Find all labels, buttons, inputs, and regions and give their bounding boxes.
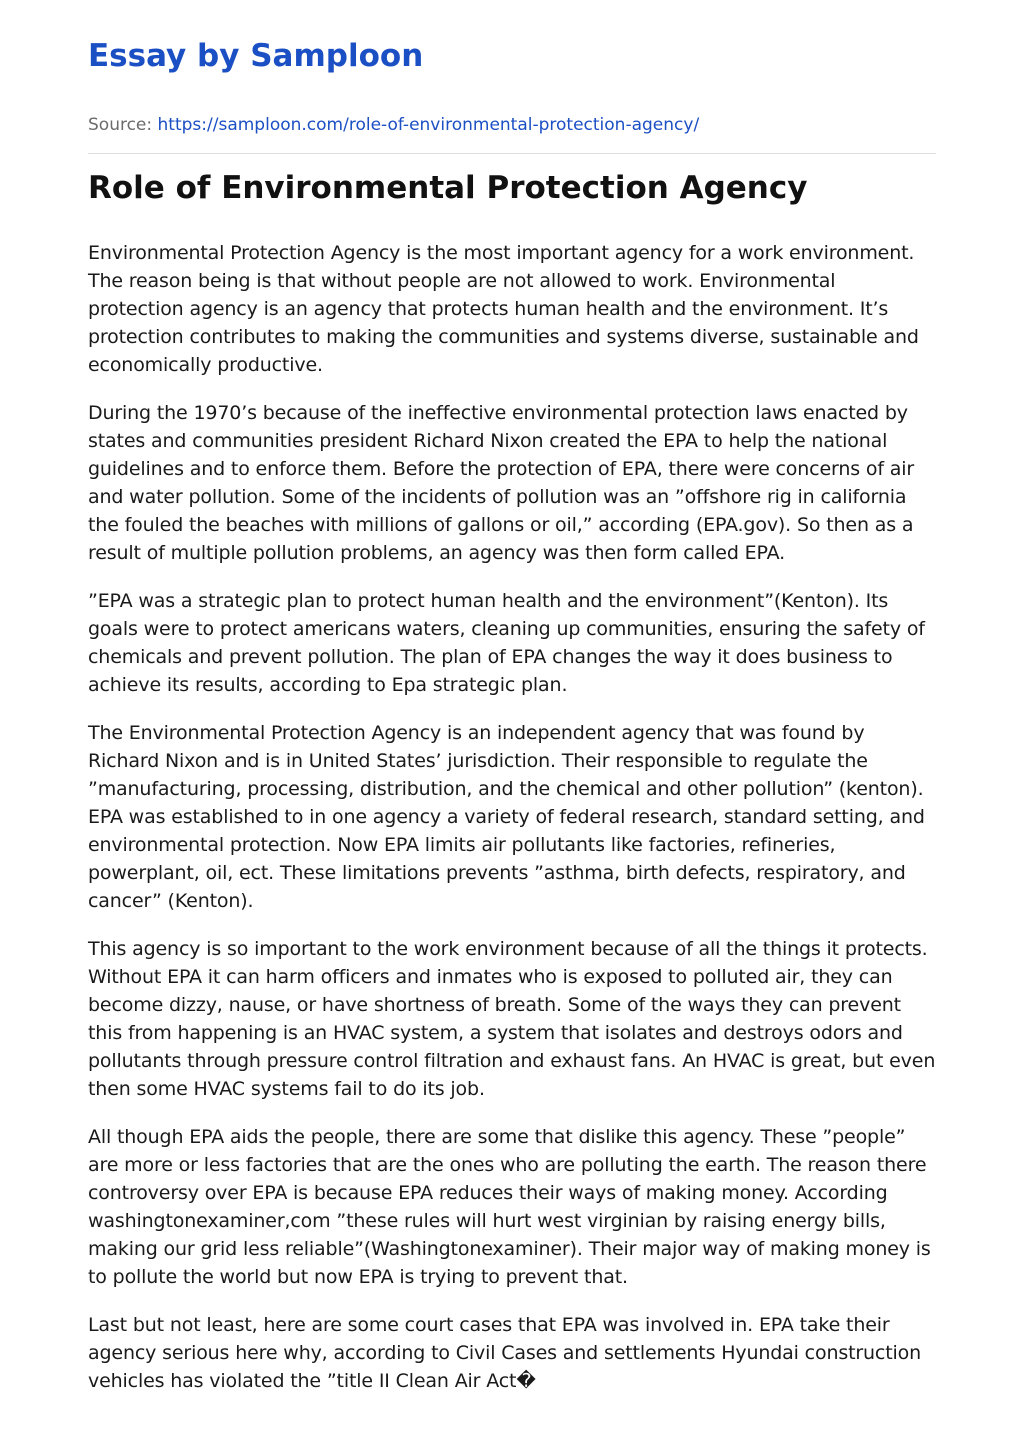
paragraph: This agency is so important to the work environment because of all the things it protects. Without EPA it can harm officers and inmates who is exposed to polluted air, they can become dizzy, nause, or have shortness of breath. Some of the ways they can prevent this from happening is an HVAC system, a system that isolates and destroys odors and pollutants through pressure control filtration and exhaust fans. An HVAC is great, but even then some HVAC systems fail to do its job. bbox=[88, 938, 936, 1100]
header-divider bbox=[88, 153, 936, 154]
paragraph: ”EPA was a strategic plan to protect human health and the environment”(Kenton). Its goals were to protect americans waters, cleaning up communities, ensuring the safety of chemicals and prevent pollution. The plan of EPA changes the way it does business to achieve its results, according to Epa strategic plan. bbox=[88, 590, 925, 696]
document-page bbox=[88, 0, 936, 1415]
paragraph: Environmental Protection Agency is the most important agency for a work environment. The reason being is that without people are not allowed to work. Environmental protection agency is an agency that protects human health and the environment. It’s protection contributes to making the communities and systems diverse, sustainable and economically productive. bbox=[88, 242, 919, 376]
source-link[interactable]: https://samploon.com/role-of-environmental-protection-agency/ bbox=[157, 115, 700, 135]
paragraph: The Environmental Protection Agency is an independent agency that was found by Richard Nixon and is in United States’ jurisdiction. Their responsible to regulate the ”manufacturing, processing, distribution, and the chemical and other pollution” (kenton). EPA was established to in one agency a variety of federal research, standard setting, and environmental protection. Now EPA limits air pollutants like factories, refineries, powerplant, oil, ect. These limitations prevents ”asthma, birth defects, respiratory, and cancer” (Kenton). bbox=[88, 722, 925, 912]
essay-body bbox=[88, 239, 936, 1395]
paragraph: All though EPA aids the people, there are some that dislike this agency. These ”people” are more or less factories that are the ones who are polluting the earth. The reason there controversy over EPA is because EPA reduces their ways of making money. According washingtonexaminer,com ”these rules will hurt west virginian by raising energy bills, making our grid less reliable”(Washingtonexaminer). Their major way of making money is to pollute the world but now EPA is trying to prevent that. bbox=[88, 1126, 931, 1288]
paragraph: Last but not least, here are some court cases that EPA was involved in. EPA take their agency serious here why, according to Civil Cases and settlements Hyundai construction vehicles has violated the ”title II Clean Air Act� bbox=[88, 1314, 922, 1392]
source-label: Source: bbox=[88, 115, 153, 135]
essay-title: Role of Environmental Protection Agency bbox=[88, 170, 808, 206]
brand-title: Essay by Samploon bbox=[88, 38, 424, 74]
source-line bbox=[88, 114, 936, 136]
paragraph: During the 1970’s because of the ineffective environmental protection laws enacted by states and communities president Richard Nixon created the EPA to help the national guidelines and to enforce them. Before the protection of EPA, there were concerns of air and water pollution. Some of the incidents of pollution was an ”offshore rig in california the fouled the beaches with millions of gallons or oil,” according (EPA.gov). So then as a result of multiple pollution problems, an agency was then form called EPA. bbox=[88, 402, 915, 564]
